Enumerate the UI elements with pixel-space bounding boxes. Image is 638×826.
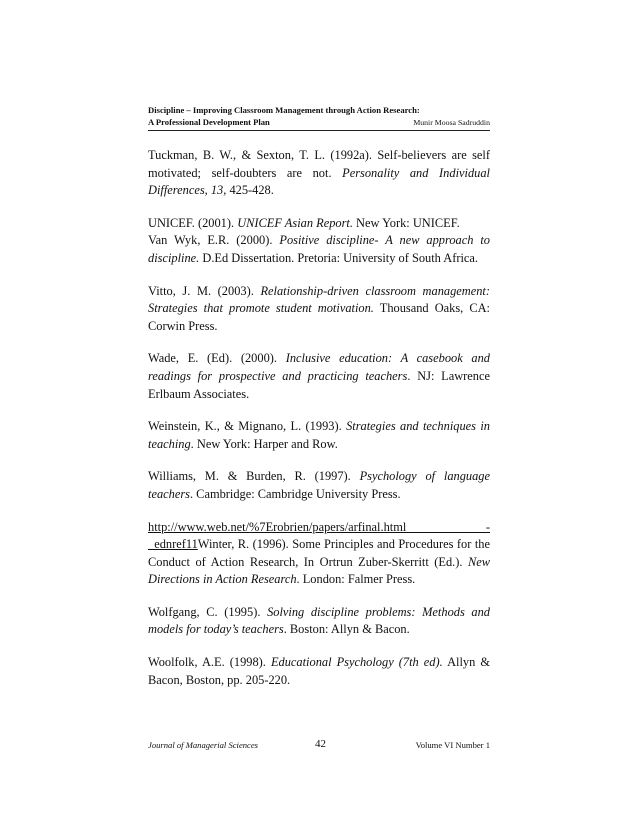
ref-authors: Vitto, J. M. (2003). xyxy=(148,283,261,298)
header-author: Munir Moosa Sadruddin xyxy=(413,118,490,127)
ref-source-title: Psychology of language teachers xyxy=(148,469,490,501)
reference-unicef xyxy=(148,215,490,233)
ref-source-title: Educational Psychology (7th ed). xyxy=(270,655,443,670)
header-rule xyxy=(148,130,490,131)
ref-authors: Woolfolk, A.E. (1998). xyxy=(148,655,271,670)
ref-authors: Williams, M. & Burden, R. (1997). xyxy=(148,469,360,484)
ref-details: . New York: Harper and Row. xyxy=(190,436,338,451)
ref-source-title: Personality and Individual Differences, 13 xyxy=(148,165,490,198)
ref-details: , 425-428. xyxy=(223,183,274,198)
ref-authors: Wade, E. (Ed). (2000). xyxy=(148,351,286,366)
ref-details: . London: Falmer Press. xyxy=(296,572,416,587)
ref-authors: Weinstein, K., & Mignano, L. (1993). xyxy=(148,419,347,434)
ref-details: . Boston: Allyn & Bacon. xyxy=(283,622,410,637)
reference-woolfolk xyxy=(148,654,490,689)
ref-details: D.Ed Dissertation. Pretoria: University of South Africa. xyxy=(199,250,479,265)
ref-source-title: Strategies and techniques in teaching xyxy=(148,419,491,451)
reference-van-wyk xyxy=(148,232,490,267)
header-title-line1: Discipline – Improving Classroom Management through Action Research: xyxy=(148,105,420,115)
ref-source-title: Positive discipline- A new approach to discipline. xyxy=(148,233,490,265)
footer-journal-name: Journal of Managerial Sciences xyxy=(148,740,259,750)
ref-details: . Cambridge: Cambridge University Press. xyxy=(189,486,401,501)
reference-winter xyxy=(148,519,490,589)
ref-source-title: UNICEF Asian Report. xyxy=(237,215,353,230)
ref-authors: Van Wyk, E.R. (2000). xyxy=(148,233,280,248)
header-title-line2: A Professional Development Plan xyxy=(148,117,270,127)
ref-authors: UNICEF. (2001). xyxy=(148,215,238,230)
ref-details: New York: UNICEF. xyxy=(352,215,460,230)
page-number: 42 xyxy=(315,738,326,750)
reference-williams xyxy=(148,468,490,503)
ref-source-title: Inclusive education: A casebook and readings for prospective and practicing teachers xyxy=(148,351,490,383)
reference-url-link[interactable]: http://www.web.net/%7Erobrien/papers/arfinal.html - _ednref11 xyxy=(148,519,490,552)
ref-details: Allyn & Bacon, Boston, pp. 205-220. xyxy=(148,655,491,687)
ref-details: Thousand Oaks, CA: Corwin Press. xyxy=(148,301,490,333)
running-header xyxy=(148,104,490,129)
ref-source-title: New Directions in Action Research xyxy=(148,554,490,587)
ref-details: . NJ: Lawrence Erlbaum Associates. xyxy=(148,368,491,401)
reference-wade xyxy=(148,350,490,403)
footer-volume: Volume VI Number 1 xyxy=(415,740,490,750)
reference-wolfgang xyxy=(148,604,490,639)
reference-vitto xyxy=(148,283,490,336)
ref-source-title: Solving discipline problems: Methods and models for today’s teachers xyxy=(148,604,491,637)
reference-tuckman xyxy=(148,147,490,200)
header-line2 xyxy=(148,116,490,129)
reference-weinstein xyxy=(148,418,490,453)
ref-authors: Tuckman, B. W., & Sexton, T. L. (1992a). Self-believers are self motivated; self-doubters are not. xyxy=(148,148,490,180)
ref-authors: Wolfgang, C. (1995). xyxy=(148,604,268,619)
ref-authors: Winter, R. (1996). Some Principles and Procedures for the Conduct of Action Research, In Ortrun Zuber-Skerritt (Ed.). xyxy=(148,537,490,569)
reference-list xyxy=(148,147,490,689)
ref-source-title: Relationship-driven classroom management: Strategies that promote student motivation. xyxy=(148,283,490,316)
